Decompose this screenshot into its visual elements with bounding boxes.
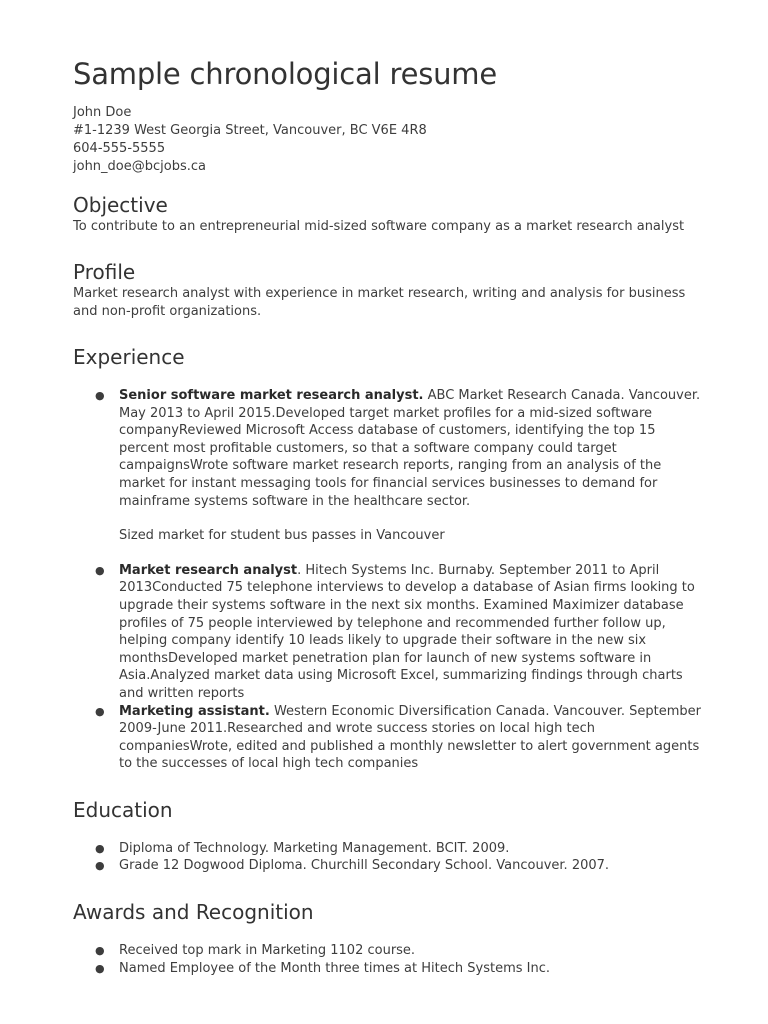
contact-name: John Doe [73,105,132,120]
bullet-icon: ● [95,389,105,402]
education-item-text: Grade 12 Dogwood Diploma. Churchill Secondary School. Vancouver. 2007. [119,858,610,874]
experience-section [73,344,708,773]
contact-phone: 604-555-5555 [73,141,166,156]
awards-section [73,899,708,977]
experience-item [73,387,708,545]
education-item-text: Diploma of Technology. Marketing Management. BCIT. 2009. [119,840,510,856]
education-section [73,797,708,875]
objective-heading: Objective [73,193,168,217]
awards-list [73,942,708,977]
experience-item-text: ABC Market Research Canada. Vancouver. May 2013 to April 2015.Developed target market profiles for a mid-sized software companyReviewed Microsoft Access database of customers, identifying the top 15 percent most profitable customers, so that a software company could target campaignsWrote software market research reports, ranging from an analysis of the market for instant messaging tools for financial services businesses to demand for mainframe systems software in the healthcare sector. [119,388,701,509]
page-title: Sample chronological resume [73,57,497,91]
contact-email: john_doe@bcjobs.ca [73,159,206,174]
awards-item [73,960,708,978]
experience-heading: Experience [73,345,185,369]
education-list [73,840,708,875]
contact-block [73,104,708,176]
profile-text: Market research analyst with experience in market research, writing and analysis for business and non-profit organizations. [73,286,686,319]
bullet-icon: ● [95,859,105,873]
contact-address: #1-1239 West Georgia Street, Vancouver, BC V6E 4R8 [73,123,427,138]
awards-heading: Awards and Recognition [73,900,314,925]
education-heading: Education [73,797,173,822]
education-item [73,857,708,875]
experience-item-text: Western Economic Diversification Canada. Vancouver. September 2009-June 2011.Researched and wrote success stories on local high tech companiesWrote, edited and published a monthly newsletter to alert government agents to the successes of local high tech companies [119,703,701,772]
bullet-icon: ● [95,944,105,958]
experience-item [73,562,708,703]
profile-section [73,259,708,321]
experience-item-subtext: Sized market for student bus passes in Vancouver [119,528,445,544]
bullet-icon: ● [95,961,105,975]
experience-item [73,703,708,773]
experience-list [73,387,708,773]
awards-item [73,942,708,960]
education-item [73,840,708,858]
experience-item-title: Market research analyst [119,562,298,578]
awards-item-text: Received top mark in Marketing 1102 course. [119,943,416,959]
objective-section [73,192,708,236]
experience-item-text: . Hitech Systems Inc. Burnaby. September 2011 to April 2013Conducted 75 telephone interviews to develop a database of Asian firms looking to upgrade their systems software in the next six months. Examined Maximizer database profiles of 75 people interviewed by telephone and recommended further follow up, helping company identify 10 leads likely to upgrade their software in the new six monthsDeveloped market penetration plan for launch of new systems software in Asia.Analyzed market data using Microsoft Excel, summarizing findings through charts and written reports [119,562,695,701]
bullet-icon: ● [95,563,105,577]
bullet-icon: ● [95,841,105,855]
bullet-icon: ● [95,704,105,718]
profile-heading: Profile [73,260,136,284]
experience-item-title: Senior software market research analyst. [119,388,424,403]
objective-text: To contribute to an entrepreneurial mid-sized software company as a market research analyst [73,219,685,234]
experience-item-title: Marketing assistant. [119,703,270,719]
awards-item-text: Named Employee of the Month three times at Hitech Systems Inc. [119,960,550,976]
